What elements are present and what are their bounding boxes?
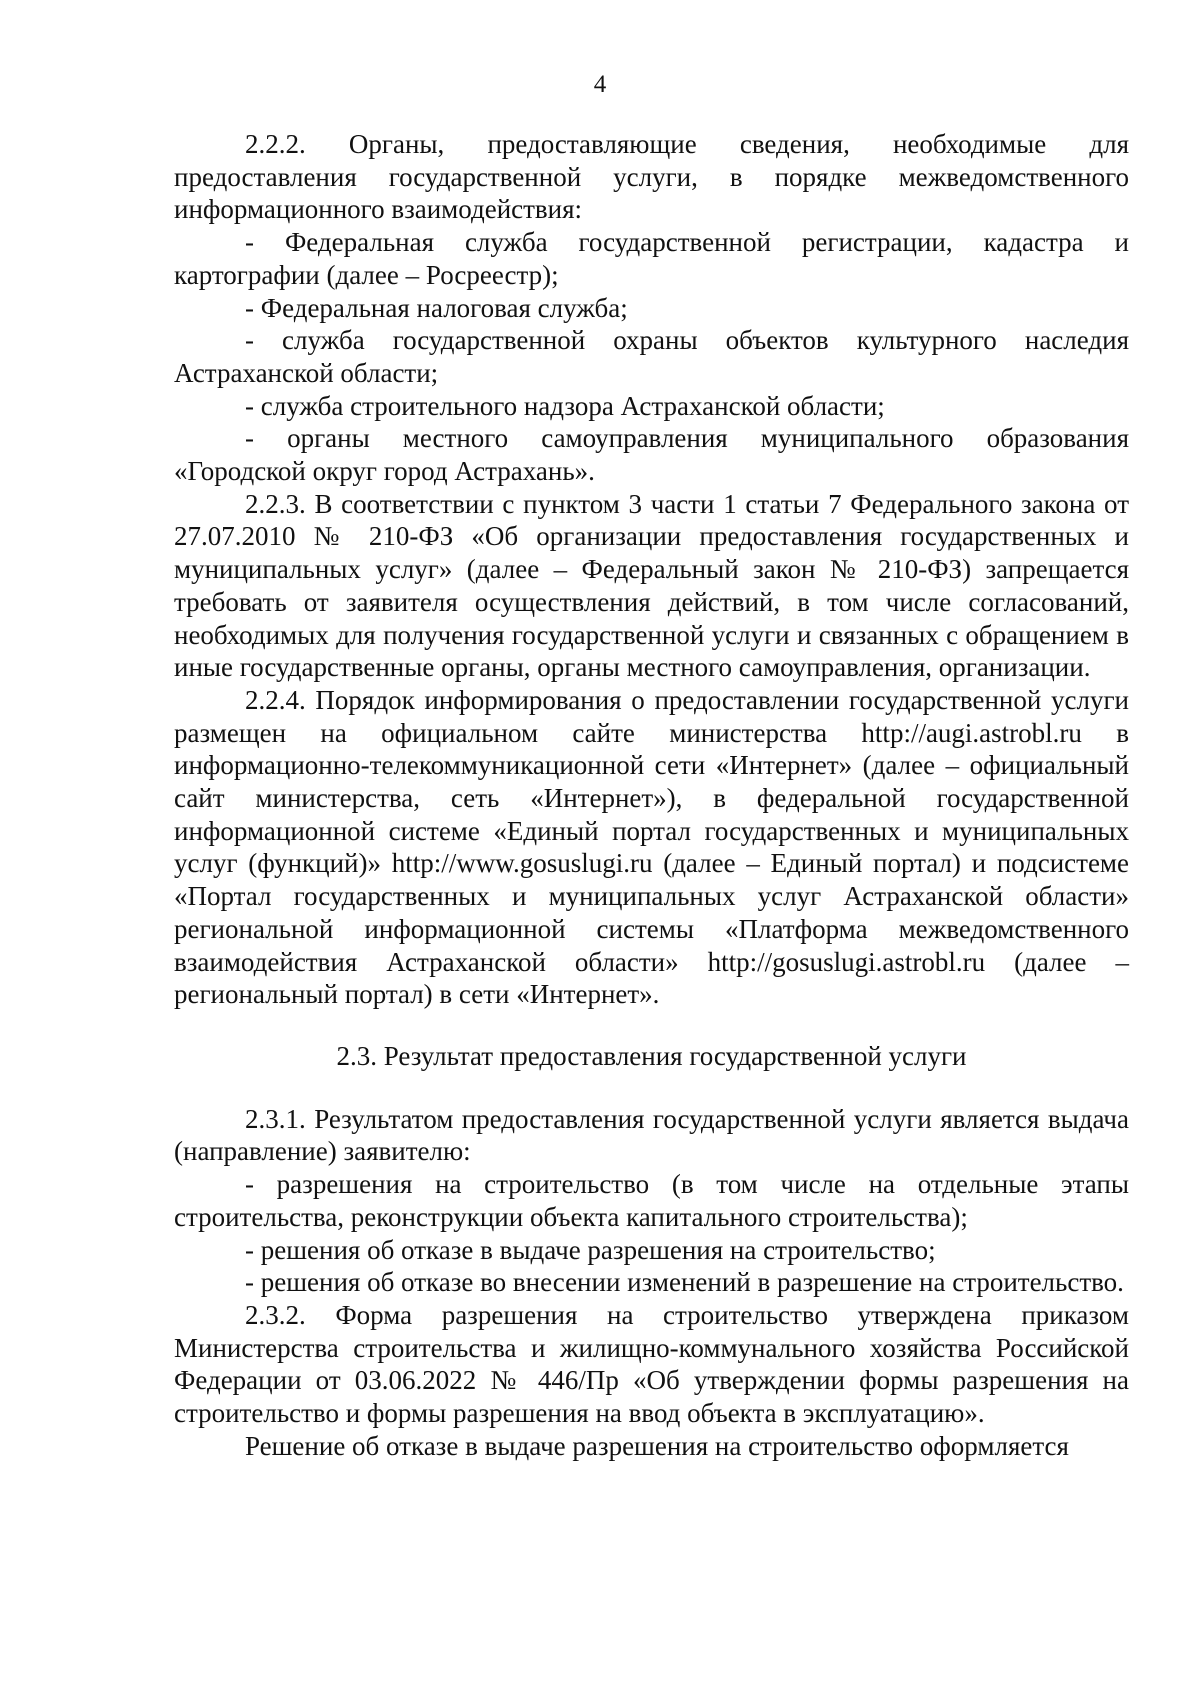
list-item-construction-supervision: - служба строительного надзора Астраханской области; [245, 390, 885, 421]
paragraph-2-2-4: 2.2.4. Порядок информирования о предоставлении государственной услуги размещен на официальном сайте министерства http://augi.astrobl.ru в информационно-телекоммуникационной сети «Интернет» (далее – официальный сайт министерства, сеть «Интернет»), в федеральной государственной информационной системе «Единый портал государственных и муниципальных услуг (функций)» http://www.gosuslugi.ru (далее – Единый портал) и подсистеме «Портал государственных и муниципальных услуг Астраханской области» региональной информационной системы «Платформа межведомственного взаимодействия Астраханской области» http://gosuslugi.astrobl.ru (далее – региональный портал) в сети «Интернет». [174, 684, 1129, 1010]
list-item-refusal-changes: - решения об отказе во внесении изменений в разрешение на строительство. [245, 1267, 1124, 1298]
page-number: 4 [593, 71, 607, 98]
list-item-rosreestr: - Федеральная служба государственной регистрации, кадастра и картографии (далее – Росреестр); [174, 227, 1129, 290]
paragraph-2-2-2: 2.2.2. Органы, предоставляющие сведения, необходимые для предоставления государственной услуги, в порядке межведомственного информационного взаимодействия: [174, 129, 1129, 225]
section-heading-2-3: 2.3. Результат предоставления государственной услуги [336, 1040, 967, 1071]
paragraph-refusal-form: Решение об отказе в выдаче разрешения на строительство оформляется [245, 1430, 1069, 1461]
paragraph-2-3-1: 2.3.1. Результатом предоставления государственной услуги является выдача (направление) заявителю: [174, 1103, 1129, 1167]
list-item-local-government: - органы местного самоуправления муниципального образования «Городской округ город Астрахань». [174, 423, 1129, 487]
list-item-refusal-permit: - решения об отказе в выдаче разрешения на строительство; [245, 1234, 936, 1265]
list-item-tax-service: - Федеральная налоговая служба; [245, 292, 628, 323]
list-item-permit: - разрешения на строительство (в том числе на отдельные этапы строительства, реконструкции объекта капитального строительства); [174, 1169, 1129, 1232]
paragraph-2-3-2: 2.3.2. Форма разрешения на строительство утверждена приказом Министерства строительства и жилищно-коммунального хозяйства Российской Федерации от 03.06.2022 № 446/Пр «Об утверждении формы разрешения на строительство и формы разрешения на ввод объекта в эксплуатацию». [174, 1299, 1129, 1429]
paragraph-2-2-3: 2.2.3. В соответствии с пунктом 3 части 1 статьи 7 Федерального закона от 27.07.2010 № 210-ФЗ «Об организации предоставления государственных и муниципальных услуг» (далее – Федеральный закон № 210-ФЗ) запрещается требовать от заявителя осуществления действий, в том числе согласований, необходимых для получения государственной услуги и связанных с обращением в иные государственные органы, органы местного самоуправления, организации. [174, 488, 1129, 683]
list-item-heritage-service: - служба государственной охраны объектов культурного наследия Астраханской области; [174, 325, 1129, 388]
document-body [174, 128, 1129, 1462]
